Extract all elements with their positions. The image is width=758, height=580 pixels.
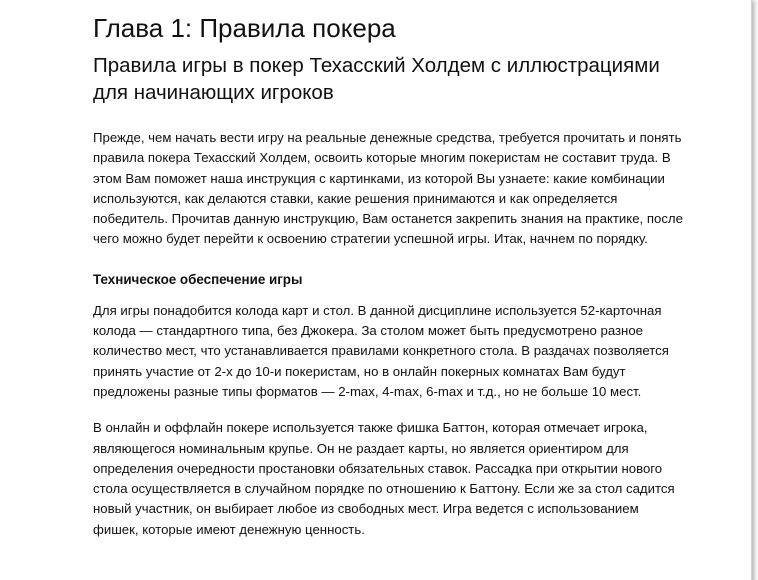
chapter-subtitle: Правила игры в покер Техасский Холдем с иллюстрациями для начинающих игроков — [93, 54, 660, 104]
intro-paragraph: Прежде, чем начать вести игру на реальные денежные средства, требуется прочитать и понять правила покера Техасский Холдем, освоить которые многим покеристам не составит труда. В этом Вам поможет наша инструкция с картинками, из которой Вы узнаете: какие комбинации используются, как делаются ставки, какие решения принимаются и как определяется победитель. Прочитав данную инструкцию, Вам останется закрепить знания на практике, после чего можно будет перейти к освоению стратегии успешной игры. Итак, начнем по порядку. — [93, 130, 683, 247]
section-paragraph-1: Для игры понадобится колода карт и стол. В данной дисциплине используется 52-карточная колода — стандартного типа, без Джокера. За столом может быть предусмотрено разное количество мест, что устанавливается правилами конкретного стола. В раздачах позволяется принять участие от 2-х до 10-и покеристам, но в онлайн покерных комнатах Вам будут предложены разные типы форматов — 2-max, 4-max, 6-max и т.д., но не больше 10 мест. — [93, 302, 669, 399]
section-paragraph-2: В онлайн и оффлайн покере используется также фишка Баттон, которая отмечает игрока, являющегося номинальным крупье. Он не раздает карты, но является ориентиром для определения очередности простановки обязательных ставок. Рассадка при открытии нового стола осуществляется в случайном порядке по отношению к Баттону. Если же за стол садится новый участник, он выбирает любое из свободных мест. Игра ведется с использованием фишек, которые имеют денежную ценность. — [93, 420, 675, 537]
section-heading: Техническое обеспечение игры — [93, 271, 303, 287]
page-content — [93, 10, 683, 540]
chapter-title: Глава 1: Правила покера — [93, 13, 396, 43]
